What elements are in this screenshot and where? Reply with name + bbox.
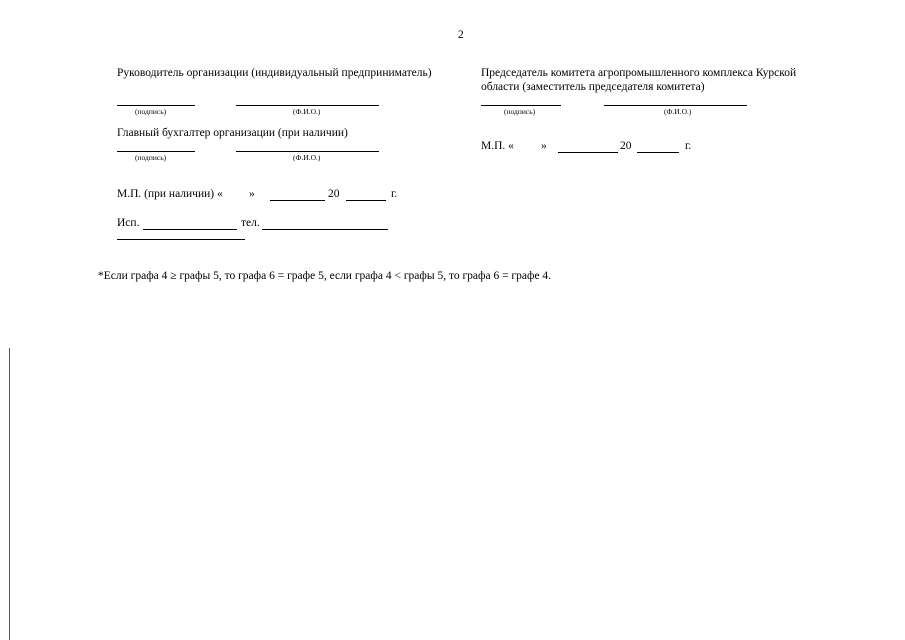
right-year-suffix: г.	[685, 140, 692, 152]
right-stamp-date-prefix: М.П. «	[481, 140, 514, 152]
right-year-line	[637, 152, 679, 153]
left-date-quote-close: »	[249, 188, 255, 200]
right-year-prefix: 20	[620, 140, 632, 152]
phone-line	[262, 229, 388, 230]
committee-chair-title-line1: Председатель комитета агропромышленного комплекса Курской	[481, 67, 797, 79]
committee-chair-title-line2: области (заместитель председателя комитета)	[481, 81, 705, 93]
page-number: 2	[458, 29, 464, 41]
left-year-suffix: г.	[391, 188, 398, 200]
chair-fio-caption: (Ф.И.О.)	[664, 107, 692, 116]
left-year-line	[346, 200, 386, 201]
executor-line	[143, 229, 237, 230]
chair-signature-line	[481, 105, 561, 106]
scan-edge-line	[9, 348, 10, 640]
accountant-signature-line	[117, 151, 195, 152]
left-stamp-date-prefix: М.П. (при наличии) «	[117, 188, 223, 200]
right-month-line	[558, 152, 618, 153]
chair-fio-line	[604, 105, 747, 106]
head-fio-caption: (Ф.И.О.)	[293, 107, 321, 116]
head-of-organization-title: Руководитель организации (индивидуальный предприниматель)	[117, 67, 432, 79]
right-date-quote-close: »	[541, 140, 547, 152]
accountant-fio-line	[236, 151, 379, 152]
accountant-fio-caption: (Ф.И.О.)	[293, 153, 321, 162]
executor-extra-line	[117, 239, 245, 240]
chair-signature-caption: (подпись)	[504, 107, 536, 116]
left-year-prefix: 20	[328, 188, 340, 200]
executor-label: Исп.	[117, 217, 140, 229]
chief-accountant-title: Главный бухгалтер организации (при наличии)	[117, 127, 348, 139]
left-month-line	[270, 200, 325, 201]
footnote: *Если графа 4 ≥ графы 5, то графа 6 = графе 5, если графа 4 < графы 5, то графа 6 = графе 4.	[98, 270, 552, 282]
head-fio-line	[236, 105, 379, 106]
head-signature-caption: (подпись)	[135, 107, 167, 116]
accountant-signature-caption: (подпись)	[135, 153, 167, 162]
phone-label: тел.	[241, 217, 260, 229]
head-signature-line	[117, 105, 195, 106]
